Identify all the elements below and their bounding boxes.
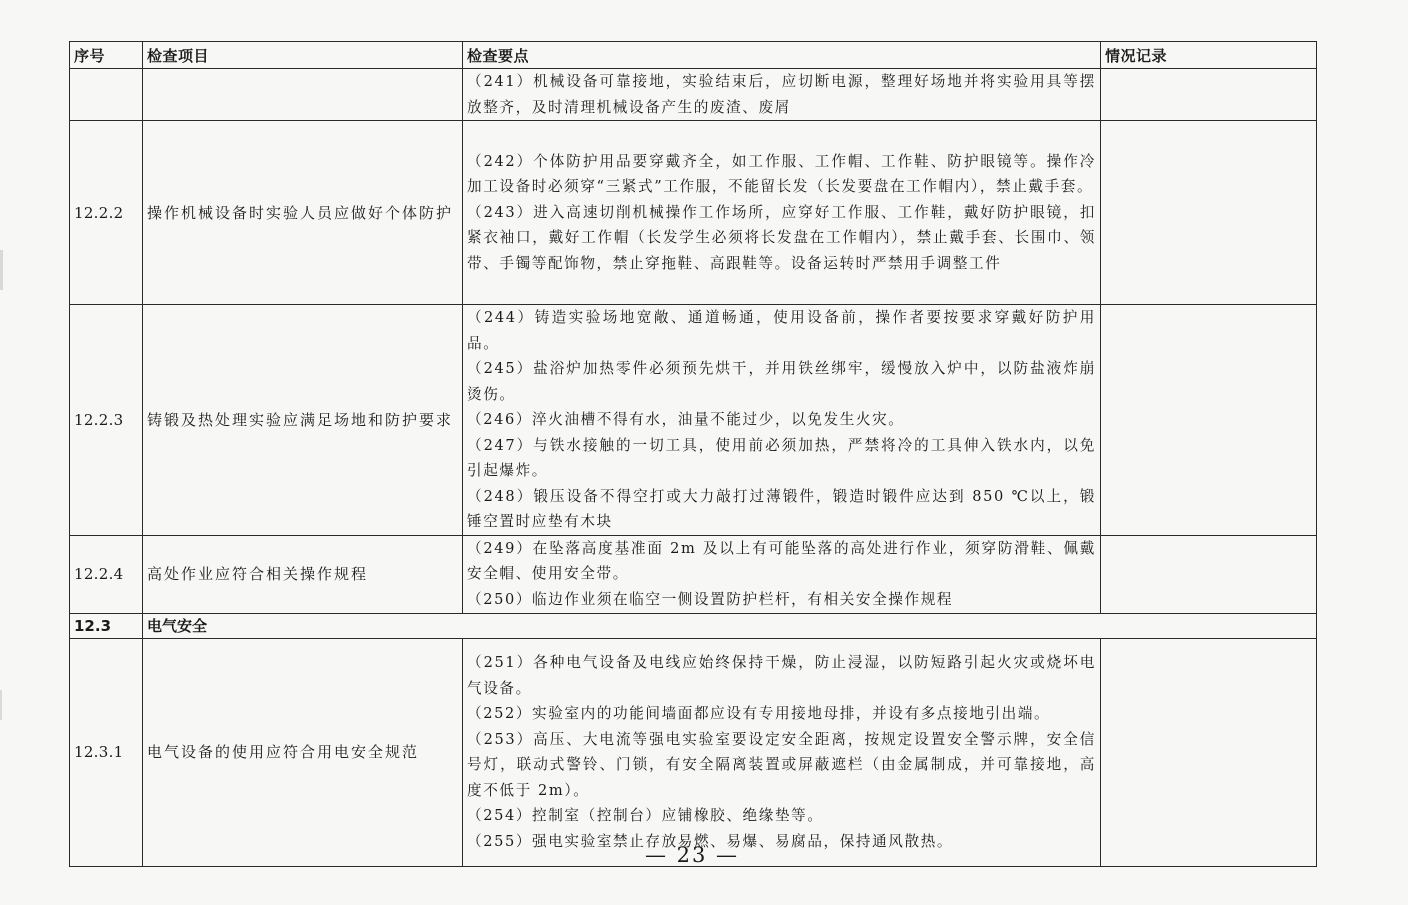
- row-item: [143, 69, 463, 121]
- checkpoint-text: （251）各种电气设备及电线应始终保持干燥，防止浸湿，以防短路引起火灾或烧坏电气设备。: [467, 654, 1096, 697]
- header-record: 情况记录: [1101, 42, 1317, 69]
- row-record: [1101, 69, 1317, 121]
- table-header-row: [70, 42, 1317, 69]
- checkpoint-text: （245）盐浴炉加热零件必须预先烘干，并用铁丝绑牢，缓慢放入炉中，以防盐液炸崩烫伤。: [467, 360, 1096, 403]
- row-id: [70, 69, 143, 121]
- scan-edge-mark: [0, 690, 2, 720]
- checkpoint-text: （252）实验室内的功能间墙面都应设有专用接地母排，并设有多点接地引出端。: [467, 705, 1051, 722]
- checkpoint-text: （243）进入高速切削机械操作工作场所，应穿好工作服、工作鞋，戴好防护眼镜，扣紧衣袖口，戴好工作帽（长发学生必须将长发盘在工作帽内），禁止戴手套、长围巾、领带、手镯等配饰物，禁止穿拖鞋、高跟鞋等。设备运转时严禁用手调整工件: [467, 203, 1096, 272]
- table-row: [70, 305, 1317, 536]
- checkpoint-text: （247）与铁水接触的一切工具，使用前必须加热，严禁将冷的工具伸入铁水内，以免引起爆炸。: [467, 436, 1096, 479]
- row-record: [1101, 305, 1317, 536]
- section-heading-row: [70, 613, 1317, 638]
- checkpoint-text: （248）锻压设备不得空打或大力敲打过薄锻件，锻造时锻件应达到 850 ℃以上，锻锤空置时应垫有木块: [467, 487, 1096, 530]
- table-row: [70, 121, 1317, 305]
- row-points: [463, 638, 1101, 866]
- row-id: 12.2.3: [70, 305, 143, 536]
- page-number: — 23 —: [644, 843, 740, 867]
- row-id: 12.2.2: [70, 121, 143, 305]
- checkpoint-text: （253）高压、大电流等强电实验室要设定安全距离，按规定设置安全警示牌，安全信号灯，联动式警铃、门锁，有安全隔离装置或屏蔽遮栏（由金属制成，并可靠接地，高度不低于 2m）。: [467, 730, 1096, 799]
- checkpoint-text: （242）个体防护用品要穿戴齐全，如工作服、工作帽、工作鞋、防护眼镜等。操作冷加工设备时必须穿“三紧式”工作服，不能留长发（长发要盘在工作帽内），禁止戴手套。: [467, 152, 1096, 196]
- row-record: [1101, 638, 1317, 866]
- row-points: [463, 305, 1101, 536]
- table-row: [70, 535, 1317, 613]
- row-item: 铸锻及热处理实验应满足场地和防护要求: [143, 305, 463, 536]
- checkpoint-text: （246）淬火油槽不得有水，油量不能过少，以免发生火灾。: [467, 411, 905, 428]
- checkpoint-text: （250）临边作业须在临空一侧设置防护栏杆，有相关安全操作规程: [467, 590, 954, 608]
- row-record: [1101, 535, 1317, 613]
- row-points: [463, 121, 1101, 305]
- section-id: 12.3: [70, 613, 143, 638]
- row-id: 12.3.1: [70, 638, 143, 866]
- checkpoint-text: （249）在坠落高度基准面 2m 及以上有可能坠落的高处进行作业，须穿防滑鞋、佩戴安全帽、使用安全带。: [467, 539, 1096, 583]
- row-item: 高处作业应符合相关操作规程: [143, 535, 463, 613]
- row-item: 操作机械设备时实验人员应做好个体防护: [143, 121, 463, 305]
- checkpoint-text: （255）强电实验室禁止存放易燃、易爆、易腐品，保持通风散热。: [467, 832, 954, 850]
- row-id: 12.2.4: [70, 535, 143, 613]
- row-item: 电气设备的使用应符合用电安全规范: [143, 638, 463, 866]
- row-points: [463, 535, 1101, 613]
- header-item: 检查项目: [143, 42, 463, 69]
- table-row: [70, 638, 1317, 866]
- scan-edge-mark: [0, 250, 3, 290]
- checkpoint-text: （244）铸造实验场地宽敞、通道畅通，使用设备前，操作者要按要求穿戴好防护用品。: [467, 309, 1096, 352]
- inspection-table: [69, 41, 1317, 867]
- header-points: 检查要点: [463, 42, 1101, 69]
- row-record: [1101, 121, 1317, 305]
- table-row: [70, 69, 1317, 121]
- header-id: 序号: [70, 42, 143, 69]
- section-title: 电气安全: [143, 613, 1317, 638]
- row-points: [463, 69, 1101, 121]
- checkpoint-text: （241）机械设备可靠接地，实验结束后，应切断电源，整理好场地并将实验用具等摆放整齐，及时清理机械设备产生的废渣、废屑: [467, 73, 1096, 116]
- checkpoint-text: （254）控制室（控制台）应铺橡胶、绝缘垫等。: [467, 807, 824, 824]
